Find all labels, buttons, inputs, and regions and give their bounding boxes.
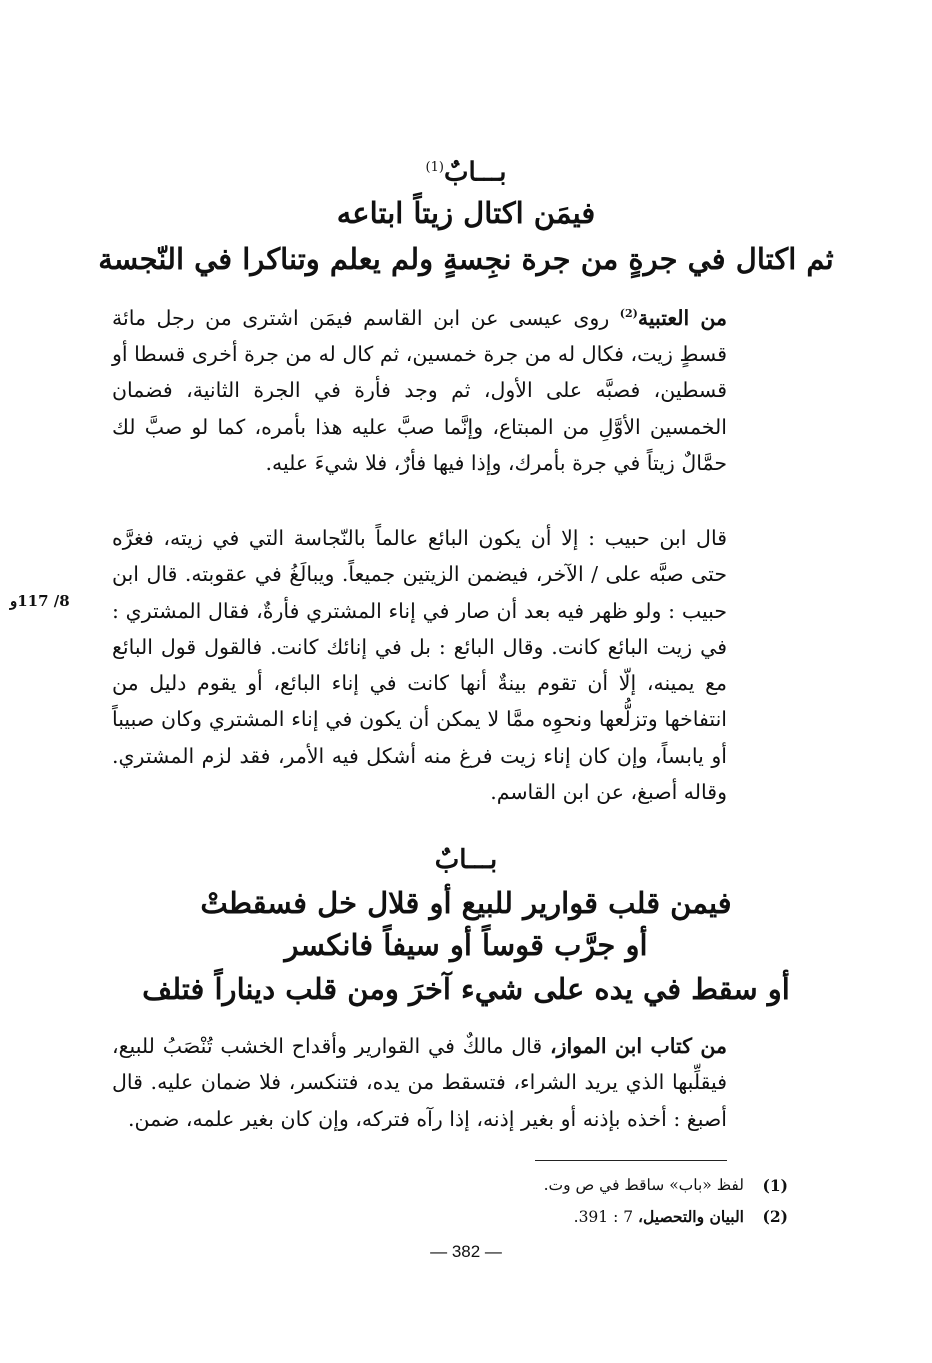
chapter-title-2-line-3: أو سقط في يده على شيء آخرَ ومن قلب ديناراً فتلف bbox=[142, 972, 790, 1006]
chapter-title-2-line-1: فيمن قلب قوارير للبيع أو قلال خل فسقطتْ bbox=[200, 886, 732, 920]
footnote-number: (1) bbox=[762, 1176, 788, 1195]
footnote-ref-1: (1) bbox=[425, 160, 444, 175]
paragraph-2 bbox=[112, 520, 727, 810]
source-lead: من كتاب ابن المواز، bbox=[550, 1034, 727, 1058]
footnote-source-title: البيان والتحصيل، bbox=[638, 1207, 744, 1226]
page-number: — 382 — bbox=[430, 1242, 502, 1261]
footnote-separator bbox=[535, 1160, 727, 1161]
chapter-title-2-line-2: أو جرَّب قوساً أو سيفاً فانكسر bbox=[284, 928, 648, 962]
chapter-word: بـــابٌ bbox=[443, 157, 507, 188]
chapter-heading-2: بـــابٌ bbox=[434, 845, 498, 875]
footnote-ref-2: (2) bbox=[619, 307, 638, 320]
footnotes bbox=[390, 1170, 788, 1233]
paragraph-3 bbox=[112, 1028, 727, 1137]
footnote-source-ref: 7 : 391. bbox=[573, 1208, 639, 1226]
footnote bbox=[390, 1170, 788, 1201]
paragraph-3-text: قال مالكٌ في القوارير وأقداح الخشب تُنْصَبُ للبيع، فيقلِّبها الذي يريد الشراء، فتسقط من يده، فتنكسر، فلا ضمان عليه. قال أصبغ : أخذه بإذنه أو بغير إذنه، إذا رآه فتركه، وإن كان بغير علمه، ضمن. bbox=[112, 1034, 727, 1131]
footnote-text bbox=[390, 1201, 744, 1233]
paragraph-1-text: روى عيسى عن ابن القاسم فيمَن اشترى من رجل مائة قسطٍ زيت، فكال له من جرة خمسين، ثم كال له من جرة أخرى قسطا أو قسطين، فصبَّه على الأول، ثم وجد فأرة في الجرة الثانية، فضمان الخمسين الأوَّلِ من المبتاع، وإنَّما صبَّ عليه هذا بأمره، كما لو صبَّ لك حمَّالٌ زيتاً في جرة بأمرك، وإذا فيها فأرٌ، فلا شيءَ عليه. bbox=[112, 305, 727, 476]
chapter-heading-1 bbox=[0, 150, 932, 191]
footnote-text: لفظ «باب» ساقط في ص وت. bbox=[543, 1176, 744, 1194]
chapter-title-1-line-1: فيمَن اكتال زيتاً ابتاعه bbox=[336, 196, 596, 230]
paragraph-2-text: قال ابن حبيب : إلا أن يكون البائع عالماً بالنّجاسة التي في زيته، فغرَّه حتى صبَّه على / الآخر، فيضمن الزيتين جميعاً. ويبالَغُ في عقوبته. قال ابن حبيب : ولو ظهر فيه بعد أن صار في إناء المشتري فأرةٌ، فقال المشتري : في زيت البائع كانت. وقال البائع : بل في إنائك كانت. فالقول قول البائع مع يمينه، إلّا أن تقوم بينةٌ أنها كانت في إناء البائع، أو يقوم دليل من انتفاخها وتزلُّعها ونحوِه ممَّا لا يمكن أن يكون في إناء المشتري وكان صبيباً أو يابساً، وإن كان إناء زيت فرغ منه أشكل فيه الأمر، فقد لزم المشتري. وقاله أصبغ، عن ابن القاسم. bbox=[112, 526, 727, 805]
manuscript-folio-note: 8/ 117و bbox=[10, 592, 70, 610]
source-lead: من العتبية bbox=[637, 305, 727, 330]
footnote bbox=[390, 1201, 788, 1233]
footnote-number: (2) bbox=[762, 1207, 788, 1226]
chapter-title-1-line-2: ثم اكتال في جرةٍ من جرة نجِسةٍ ولم يعلم وتناكرا في النّجسة bbox=[98, 242, 834, 276]
paragraph-1 bbox=[112, 296, 727, 481]
